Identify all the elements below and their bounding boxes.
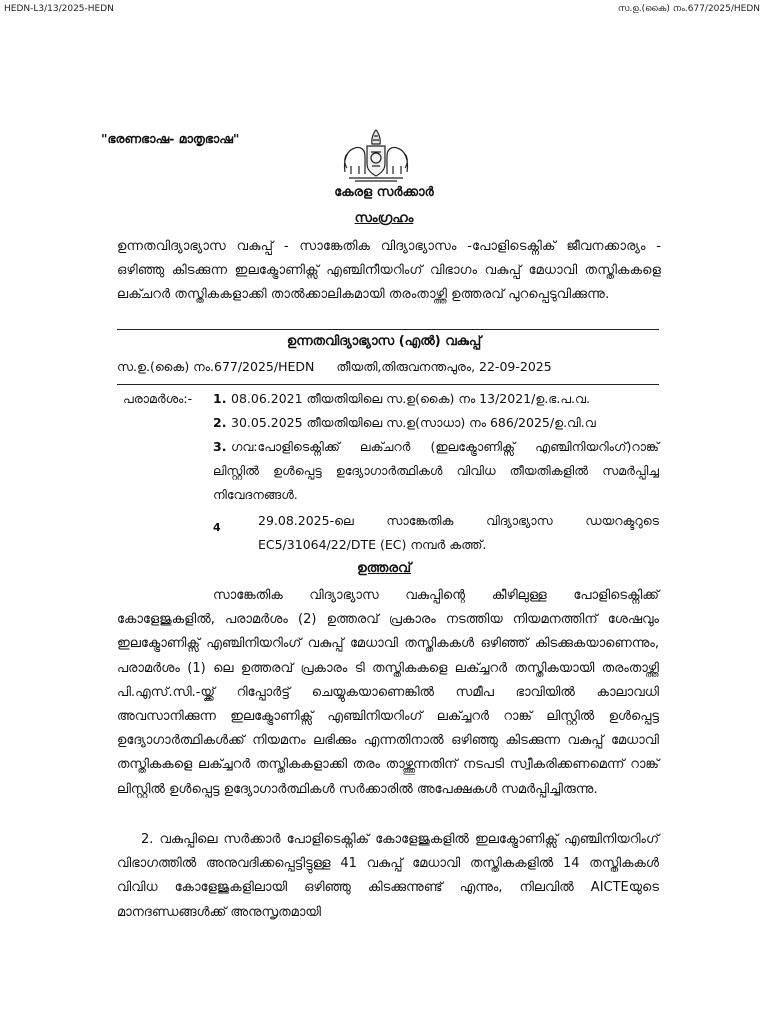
- reference-item: [213, 435, 659, 507]
- reference-item: [213, 415, 596, 431]
- order-date: തീയതി,തിരുവനന്തപുരം, 22-09-2025: [336, 359, 552, 374]
- reference-text: 30.05.2025 തീയതിയിലെ സ.ഉ(സാധാ) നം 686/2025/ഉ.വി.വ: [231, 415, 596, 430]
- reference-number: 3.: [213, 439, 227, 454]
- reference-item: [213, 391, 590, 407]
- divider-bottom: [117, 384, 659, 385]
- reference-number: 1.: [213, 391, 227, 406]
- department-title: ഉന്നതവിദ്യാഭ്യാസ (എൽ) വകുപ്പ്: [286, 334, 482, 349]
- reference-text: ഗവ:പോളിടെക്നിക്ക് ലക്ചറർ (ഇലക്ട്രോണിക്സ് എഞ്ചിനിയറിംഗ്)റാങ്ക് ലിസ്റ്റിൽ ഉൾപ്പെട്ട ഉദ്യോഗാർത്ഥികൾ വിവിധ തീയതികളിൽ സമർപ്പിച്ച നിവേദനങ്ങൾ.: [213, 439, 659, 502]
- order-number-line: [117, 359, 552, 375]
- header-order-ref: സ.ഉ.(കൈ) നം.677/2025/HEDN: [617, 4, 760, 14]
- divider-top: [117, 329, 659, 330]
- abstract-heading: സംഗ്രഹം: [354, 210, 414, 226]
- order-paragraph-2: 2. വകുപ്പിലെ സർക്കാർ പോളിടെക്നിക് കോളേജുകളിൽ ഇലക്ട്രോണിക്സ് എഞ്ചിനിയറിംഗ് വിഭാഗത്തിൽ അനുവദിക്കപ്പെട്ടിട്ടുള്ള 41 വകുപ്പ് മേധാവി തസ്തികകളിൽ 14 തസ്തികകൾ വിവിധ കോളേജുകളിലായി ഒഴിഞ്ഞു കിടക്കുന്നുണ്ട് എന്നും, നിലവിൽ AICTEയുടെ മാനദണ്ഡങ്ങൾക്ക് അനുസൃതമായി: [117, 832, 659, 920]
- reference-number: 2.: [213, 415, 227, 430]
- header-file-ref: HEDN-L3/13/2025-HEDN: [4, 4, 114, 14]
- order-number: സ.ഉ.(കൈ) നം.677/2025/HEDN: [117, 359, 315, 374]
- official-language-slogan: "ഭരണഭാഷ- മാതൃഭാഷ": [101, 131, 240, 146]
- references-label: പരാമർശം:-: [123, 391, 193, 406]
- order-heading: ഉത്തരവ്: [356, 560, 412, 576]
- reference-number: 4: [213, 521, 221, 534]
- kerala-emblem-icon: [341, 124, 411, 184]
- reference-text: 29.08.2025-ലെ സാങ്കേതിക വിദ്യാഭ്യാസ ഡയറക്ടറുടെ EC5/31064/22/DTE (EC) നമ്പർ കത്ത്.: [258, 513, 659, 552]
- order-subject: ഉന്നതവിദ്യാഭ്യാസ വകുപ്പ് - സാങ്കേതിക വിദ്യാഭ്യാസം -പോളിടെക്നിക് ജീവനക്കാര്യം - ഒഴിഞ്ഞു കിടക്കുന്ന ഇലക്ട്രോണിക്സ് എഞ്ചിനീയറിംഗ് വിഭാഗം വകുപ്പ് മേധാവി തസ്തികകളെ ലക്ചറർ തസ്തികകളാക്കി താൽക്കാലികമായി തരംതാഴ്ത്തി ഉത്തരവ് പുറപ്പെടുവിക്കുന്നു.: [117, 239, 661, 302]
- reference-text: 08.06.2021 തീയതിയിലെ സ.ഉ(കൈ) നം 13/2021/ഉ.ഭ.പ.വ.: [231, 391, 590, 406]
- order-paragraph-1: സാങ്കേതിക വിദ്യാഭ്യാസ വകുപ്പിന്റെ കീഴിലുള്ള പോളിടെക്നിക്ക് കോളേജുകളിൽ, പരാമർശം (2) ഉത്തരവ് പ്രകാരം നടത്തിയ നിയമനത്തിന് ശേഷവും ഇലക്ട്രോണിക്സ് എഞ്ചിനിയറിംഗ് വകുപ്പ് മേധാവി തസ്തികകൾ ഒഴിഞ്ഞ് കിടക്കുകയാണെന്നും, പരാമർശം (1) ലെ ഉത്തരവ് പ്രകാരം ടി തസ്തികകളെ ലക്ച്ചറർ തസ്തികയായി തരംതാഴ്ത്തി പി.എസ്.സി.-യ്ക്ക് റിപ്പോർട്ട് ചെയ്യുകയാണെങ്കിൽ സമീപ ഭാവിയിൽ കാലാവധി അവസാനിക്കുന്ന ഇലക്ട്രോണിക്സ് എഞ്ചിനിയറിംഗ് ലക്ച്ചറർ റാങ്ക് ലിസ്റ്റിൽ ഉൾപ്പെട്ട ഉദ്യോഗാർത്ഥികൾക്ക് നിയമനം ലഭിക്കും എന്നതിനാൽ ഒഴിഞ്ഞു കിടക്കുന്ന വകുപ്പ് മേധാവി തസ്തികകളെ ലക്ച്ചറർ തസ്തികകളാക്കി തരം താഴ്ത്തുന്നതിന് നടപടി സ്വീകരിക്കണമെന്ന് റാങ്ക് ലിസ്റ്റിൽ ഉൾപ്പെട്ട ഉദ്യോഗാർത്ഥികൾ സർക്കാരിൽ അപേക്ഷകൾ സമർപ്പിച്ചിരുന്നു.: [117, 588, 659, 797]
- government-title: കേരള സർക്കാർ: [334, 185, 434, 200]
